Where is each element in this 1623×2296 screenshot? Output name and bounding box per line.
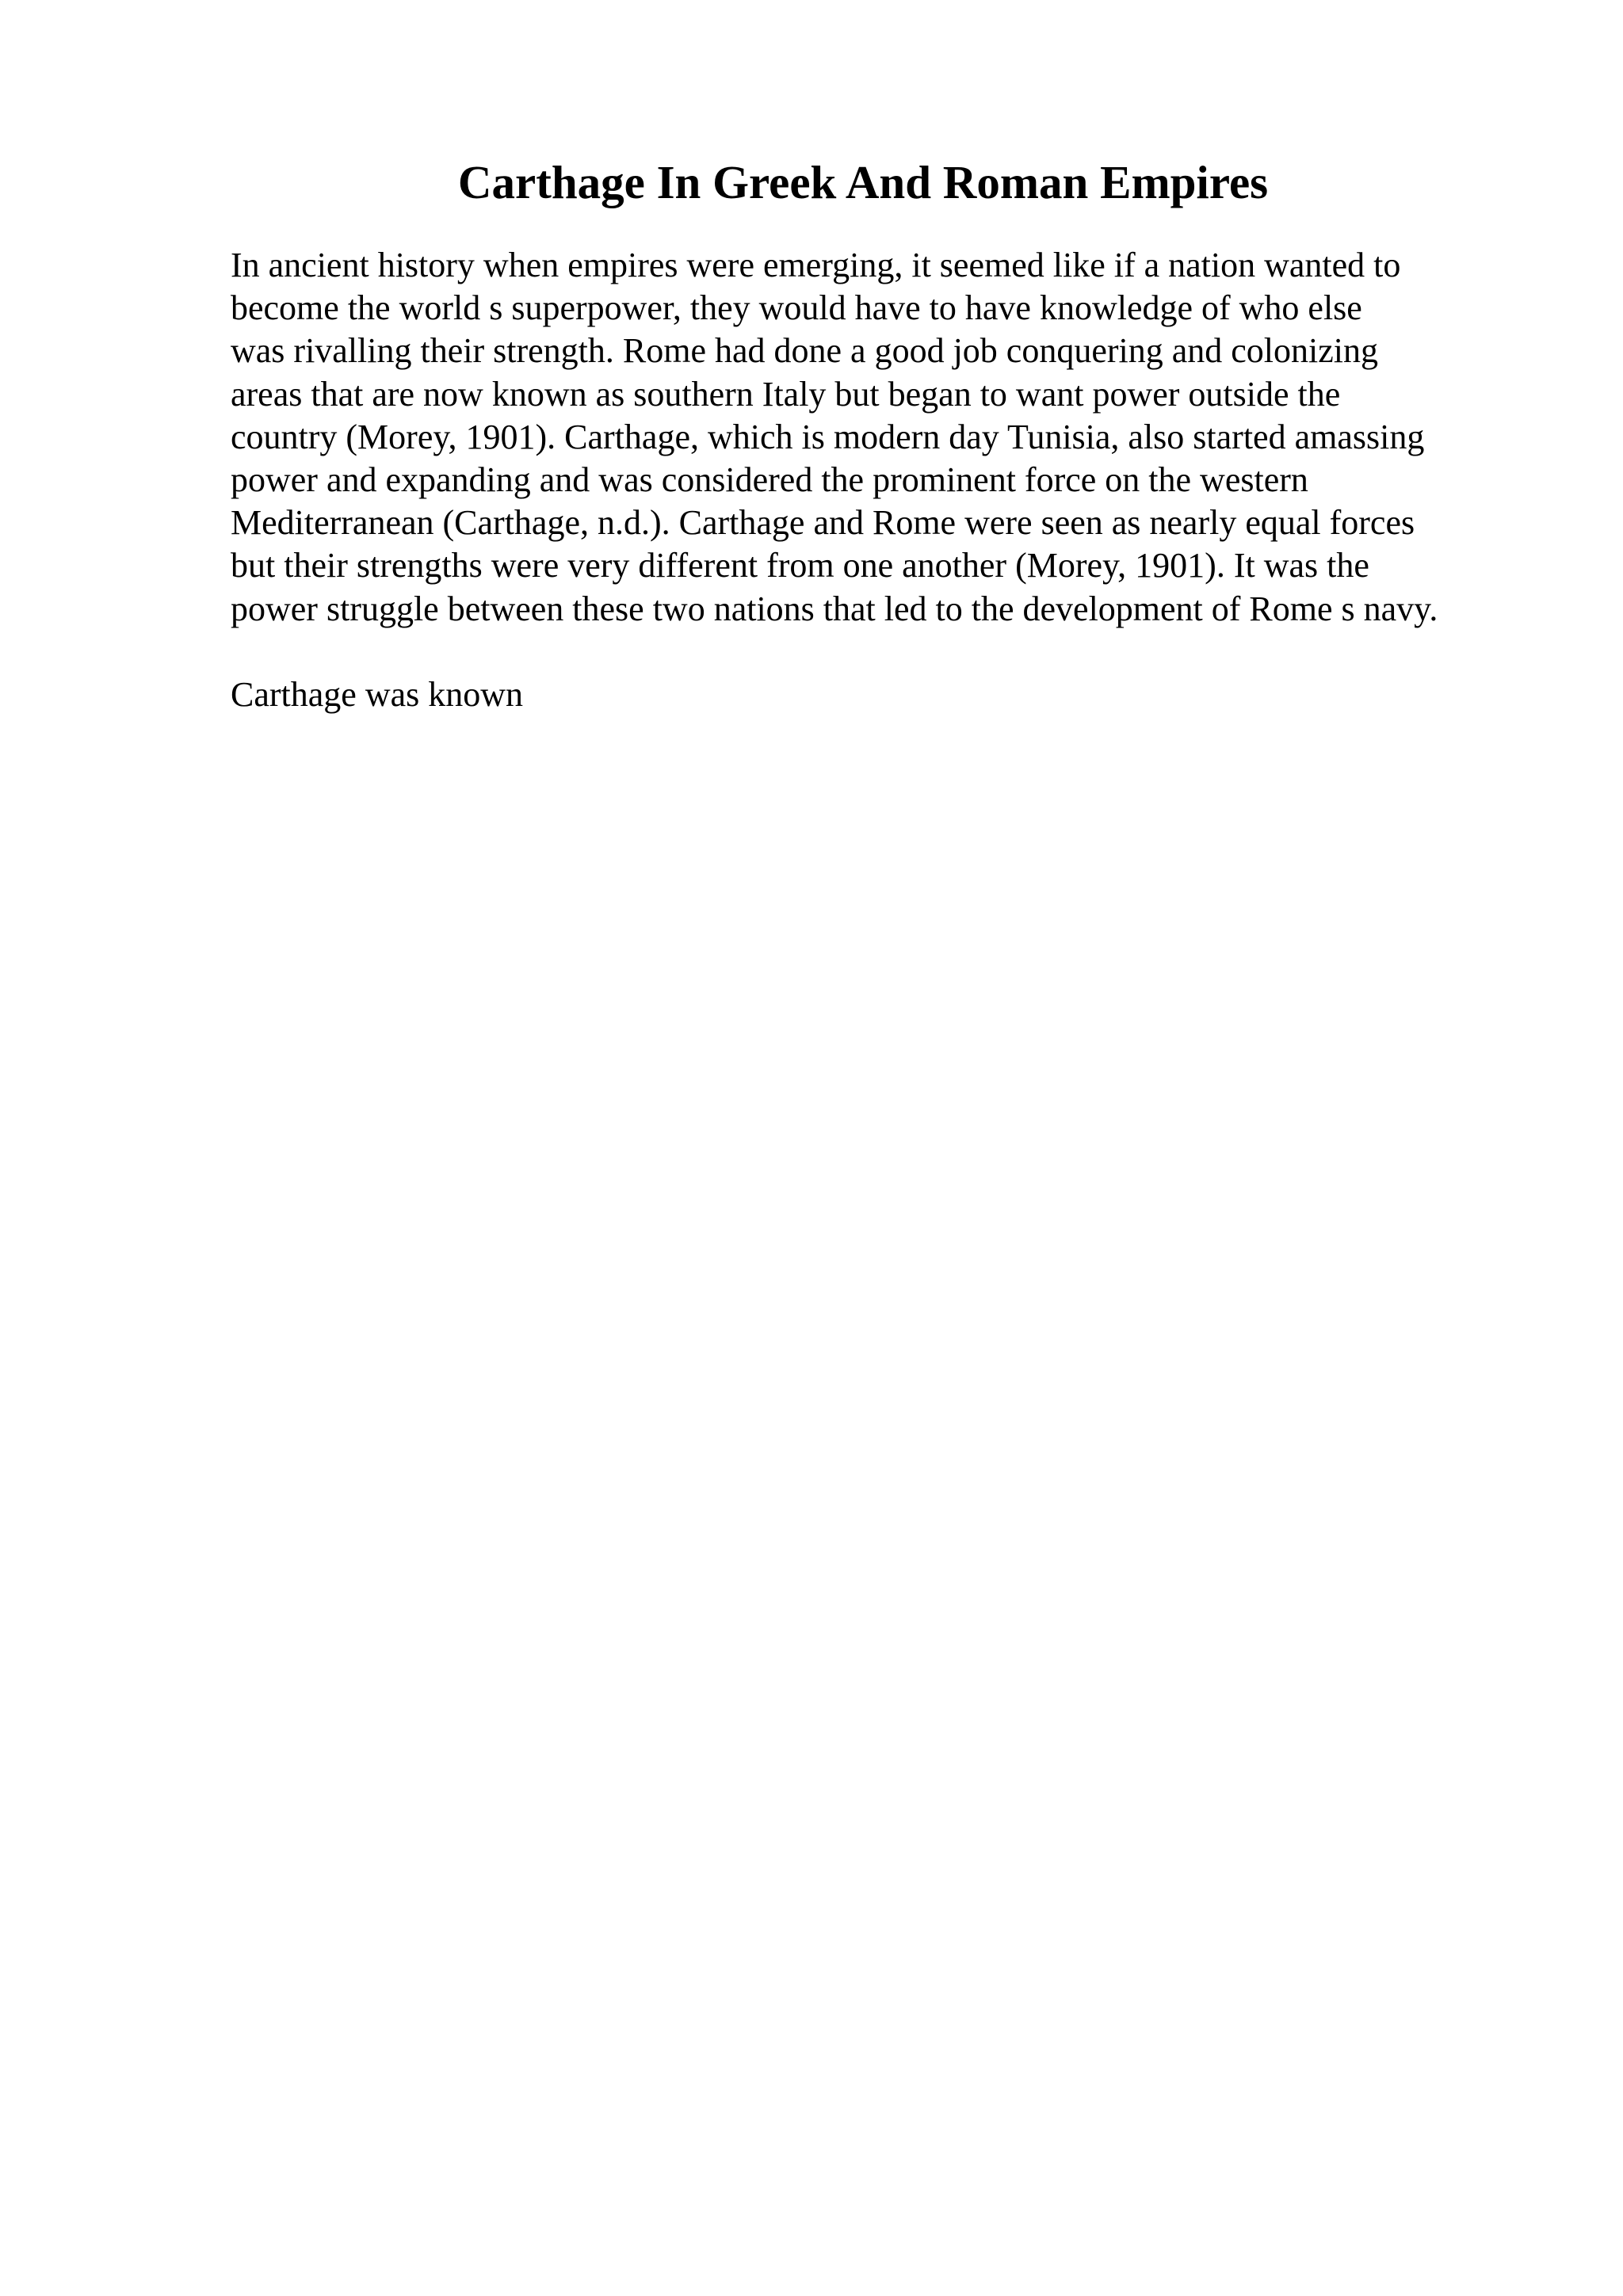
paragraph-2 xyxy=(231,673,1594,716)
document-body xyxy=(231,244,1594,716)
text-line: Carthage was known xyxy=(231,674,524,714)
text-line: areas that are now known as southern Italy but began to want power outside the xyxy=(231,374,1341,414)
text-line: power struggle between these two nations that led to the development of Rome s navy. xyxy=(231,589,1438,628)
document-title: Carthage In Greek And Roman Empires xyxy=(457,156,1269,208)
text-line: was rivalling their strength. Rome had done a good job conquering and colonizing xyxy=(231,331,1379,371)
text-line: become the world s superpower, they would have to have knowledge of who else xyxy=(231,288,1362,328)
text-line: Mediterranean (Carthage, n.d.). Carthage and Rome were seen as nearly equal forces xyxy=(231,503,1415,543)
text-line: In ancient history when empires were emerging, it seemed like if a nation wanted to xyxy=(231,246,1401,284)
text-line: power and expanding and was considered the prominent force on the western xyxy=(231,460,1308,499)
text-line: country (Morey, 1901). Carthage, which is modern day Tunisia, also started amassing xyxy=(231,417,1425,456)
paragraph-spacer xyxy=(231,631,1594,673)
paragraph-1 xyxy=(231,244,1594,631)
text-line: but their strengths were very different from one another (Morey, 1901). It was the xyxy=(231,546,1369,585)
